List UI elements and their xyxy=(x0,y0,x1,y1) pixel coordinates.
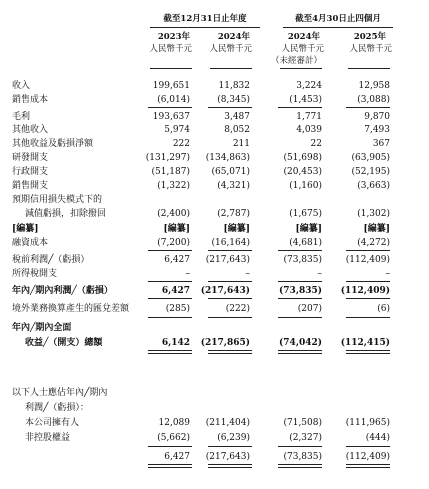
cell: (222) xyxy=(225,304,250,314)
cell: 1,771 xyxy=(296,112,322,122)
cell: 6,427 xyxy=(164,255,190,265)
table-row xyxy=(0,254,429,266)
cell: 12,958 xyxy=(358,81,390,91)
row-label: 收益╱（開支）總額 xyxy=(25,338,103,348)
cell: [編纂] xyxy=(163,224,190,234)
row-label: 減值虧損，扣除撥回 xyxy=(25,209,107,219)
cell: (65,071) xyxy=(211,167,250,177)
cell: (4,321) xyxy=(217,181,250,191)
table-row xyxy=(0,322,429,334)
table-row xyxy=(0,387,429,399)
cell: (112,415) xyxy=(340,338,390,348)
cell: (6,014) xyxy=(157,95,190,105)
cell: [編纂] xyxy=(363,224,390,234)
row-label: 本公司擁有人 xyxy=(25,418,80,428)
cell: (3,663) xyxy=(357,181,390,191)
table-row xyxy=(0,80,429,92)
table-row xyxy=(0,402,429,414)
col-header-1: 2024年 xyxy=(217,32,250,42)
cell: (51,187) xyxy=(151,167,190,177)
cell: (73,835) xyxy=(283,255,322,265)
table-row xyxy=(0,166,429,178)
cell: (211,404) xyxy=(205,418,250,428)
row-label: 銷售開支 xyxy=(12,181,49,191)
table-row xyxy=(0,208,429,220)
cell: 4,039 xyxy=(296,125,322,135)
row-label: 利潤╱（虧損）： xyxy=(25,403,89,413)
table-row xyxy=(0,138,429,150)
row-label: 境外業務換算產生的匯兌差額 xyxy=(12,304,130,314)
col-header-0: 2023年 xyxy=(157,32,190,42)
row-label: [編纂] xyxy=(12,224,39,234)
cell: (207) xyxy=(297,304,322,314)
cell: 11,832 xyxy=(218,81,250,91)
row-label: 所得稅開支 xyxy=(12,269,58,279)
cell: (3,088) xyxy=(357,95,390,105)
col-unit-0: 人民幣千元 xyxy=(149,44,192,54)
cell: (20,453) xyxy=(283,167,322,177)
row-label: 其他收入 xyxy=(12,125,49,135)
cell: 222 xyxy=(172,139,190,149)
cell: (4,272) xyxy=(357,238,390,248)
row-label: 行政開支 xyxy=(12,167,49,177)
cell: (1,160) xyxy=(289,181,322,191)
cell: 9,870 xyxy=(364,112,390,122)
table-row xyxy=(0,417,429,429)
table-row xyxy=(0,432,429,444)
table-row xyxy=(0,337,429,349)
cell: (1,302) xyxy=(357,209,390,219)
cell: (134,863) xyxy=(205,153,250,163)
cell: (8,345) xyxy=(217,95,250,105)
row-label: 年內╱期內利潤╱（虧損） xyxy=(12,286,113,296)
table-row xyxy=(0,303,429,315)
table-row xyxy=(0,285,429,297)
period-group-label: 截至4月30日止四個月 xyxy=(295,14,381,24)
cell: (74,042) xyxy=(279,338,322,348)
table-row xyxy=(0,237,429,249)
cell: 6,427 xyxy=(161,286,190,296)
cell: 3,487 xyxy=(224,112,250,122)
row-label: 其他收益及虧損淨額 xyxy=(12,139,94,149)
row-label: 收入 xyxy=(12,81,31,91)
cell: (131,297) xyxy=(145,153,190,163)
cell: (285) xyxy=(165,304,190,314)
row-label: 銷售成本 xyxy=(12,95,49,105)
year-group-label: 截至12月31日止年度 xyxy=(163,14,247,24)
cell: – xyxy=(185,269,190,279)
table-row xyxy=(0,152,429,164)
cell: 12,089 xyxy=(158,418,190,428)
table-row xyxy=(0,268,429,280)
table-row xyxy=(0,223,429,235)
cell: (6,239) xyxy=(217,433,250,443)
cell: (2,787) xyxy=(217,209,250,219)
col-unit-1: 人民幣千元 xyxy=(209,44,252,54)
table-row xyxy=(0,451,429,463)
cell: [編纂] xyxy=(223,224,250,234)
cell: (4,681) xyxy=(289,238,322,248)
cell: 193,637 xyxy=(152,112,190,122)
row-label: 毛利 xyxy=(12,112,31,122)
cell: (71,508) xyxy=(283,418,322,428)
col-header-2: 2024年 xyxy=(287,32,320,42)
cell: [編纂] xyxy=(295,224,322,234)
row-label: 年內╱期內全面 xyxy=(12,323,72,333)
cell: (5,662) xyxy=(157,433,190,443)
col-unit-3: 人民幣千元 xyxy=(349,44,392,54)
cell: (112,409) xyxy=(340,286,390,296)
cell: 22 xyxy=(310,139,322,149)
cell: (112,409) xyxy=(345,255,390,265)
year-group-header xyxy=(150,12,260,24)
table-row xyxy=(0,124,429,136)
table-row xyxy=(0,94,429,106)
cell: – xyxy=(245,269,250,279)
cell: (1,322) xyxy=(157,181,190,191)
unaudited-note: （未經審計） xyxy=(270,56,322,66)
cell: (217,865) xyxy=(200,338,250,348)
cell: (7,200) xyxy=(157,238,190,248)
cell: 5,974 xyxy=(164,125,190,135)
cell: – xyxy=(317,269,322,279)
cell: (2,400) xyxy=(157,209,190,219)
cell: (6) xyxy=(377,304,390,314)
cell: 6,142 xyxy=(161,338,190,348)
row-label: 稅前利潤╱（虧損） xyxy=(12,255,90,265)
cell: (112,409) xyxy=(345,452,390,462)
cell: (73,835) xyxy=(283,452,322,462)
cell: (1,453) xyxy=(289,95,322,105)
cell: (1,675) xyxy=(289,209,322,219)
cell: 199,651 xyxy=(152,81,190,91)
table-row xyxy=(0,111,429,123)
cell: 7,493 xyxy=(364,125,390,135)
table-row xyxy=(0,194,429,206)
period-group-header xyxy=(283,12,393,24)
cell: 211 xyxy=(232,139,250,149)
cell: 367 xyxy=(372,139,390,149)
cell: (2,327) xyxy=(289,433,322,443)
row-label: 融資成本 xyxy=(12,238,49,248)
row-label: 研發開支 xyxy=(12,153,49,163)
row-label: 非控股權益 xyxy=(25,433,71,443)
cell: (111,965) xyxy=(345,418,390,428)
cell: (444) xyxy=(365,433,390,443)
cell: 3,224 xyxy=(296,81,322,91)
cell: (52,195) xyxy=(351,167,390,177)
cell: – xyxy=(385,269,390,279)
col-header-3: 2025年 xyxy=(353,32,386,42)
cell: (217,643) xyxy=(205,452,250,462)
table-row xyxy=(0,180,429,192)
cell: 8,052 xyxy=(224,125,250,135)
cell: (217,643) xyxy=(200,286,250,296)
cell: (217,643) xyxy=(205,255,250,265)
cell: (16,164) xyxy=(211,238,250,248)
row-label: 以下人士應佔年內╱期內 xyxy=(12,388,108,398)
row-label: 預期信用損失模式下的 xyxy=(12,195,103,205)
cell: 6,427 xyxy=(164,452,190,462)
col-unit-2: 人民幣千元 xyxy=(281,44,324,54)
cell: (73,835) xyxy=(279,286,322,296)
cell: (51,698) xyxy=(283,153,322,163)
cell: (63,905) xyxy=(351,153,390,163)
